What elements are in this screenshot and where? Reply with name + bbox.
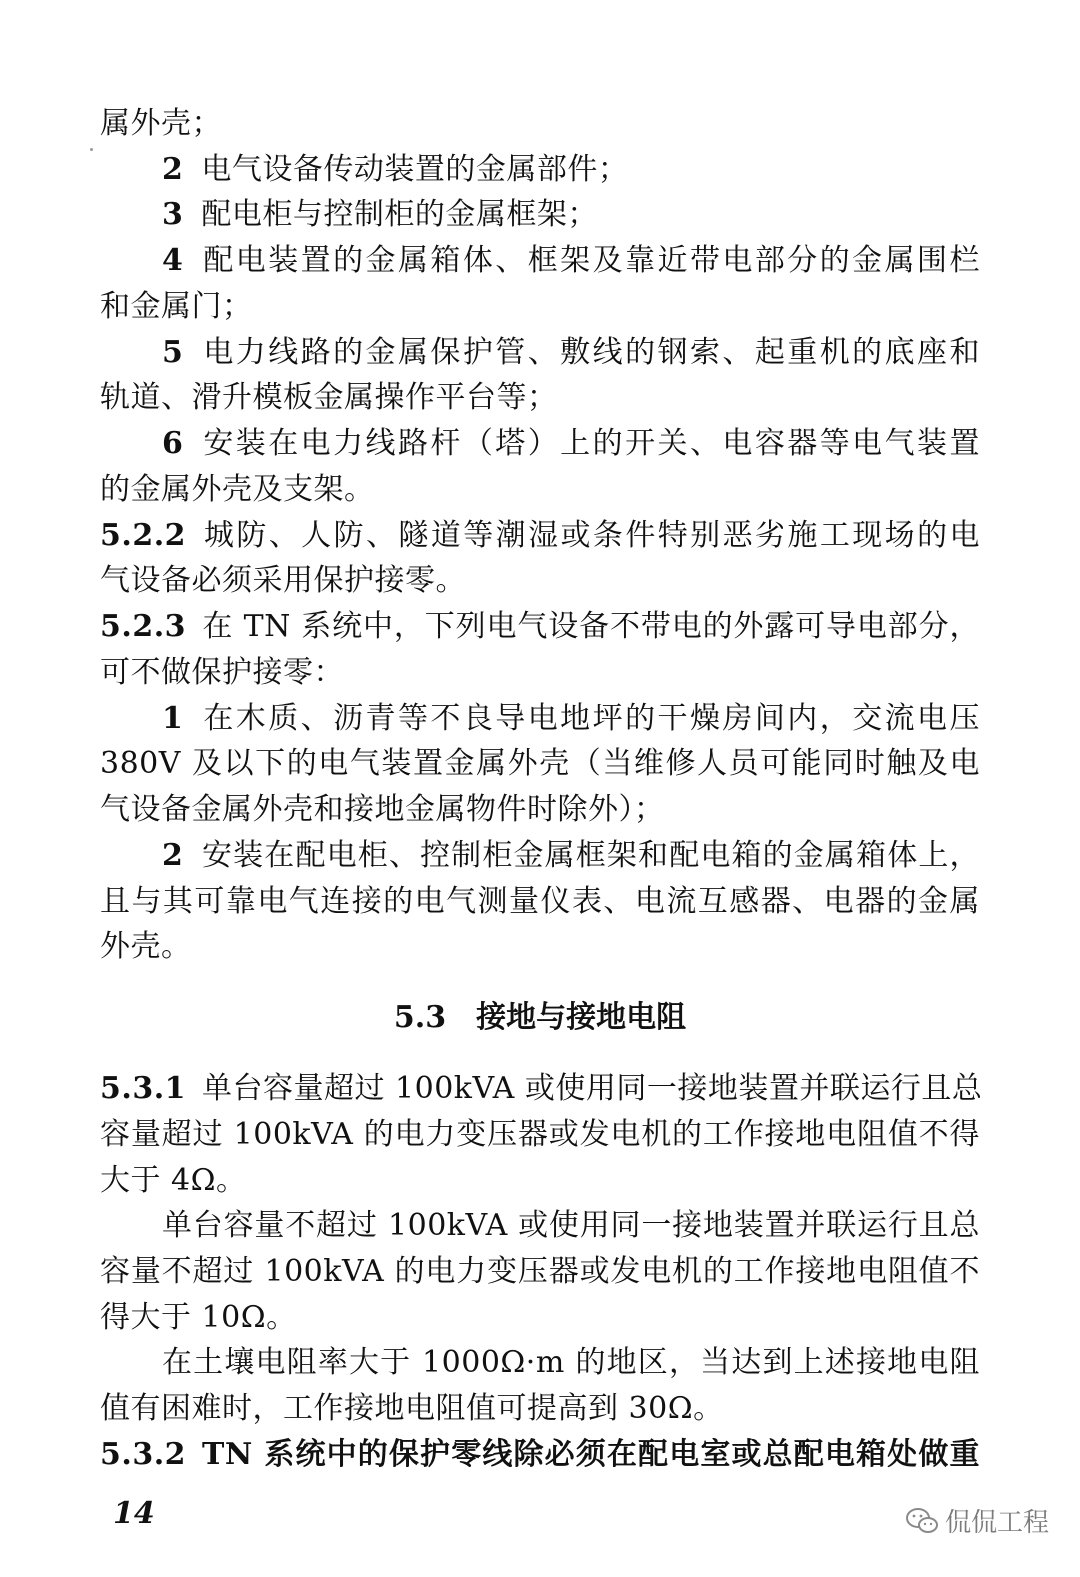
line-text: 安装在配电柜、控制柜金属框架和配电箱的金属箱体上， <box>201 838 980 873</box>
text-line <box>100 653 980 693</box>
clause-line <box>100 516 980 556</box>
clause-number: 5.2.3 <box>100 609 187 644</box>
line-text: 配电装置的金属箱体、框架及靠近带电部分的金属围栏 <box>201 243 980 278</box>
line-text: 和金属门； <box>100 289 253 324</box>
text-line <box>100 470 980 510</box>
line-text: 气设备金属外壳和接地金属物件时除外）； <box>100 792 665 827</box>
list-item <box>162 836 980 876</box>
item-number: 5 <box>162 335 184 370</box>
item-number: 1 <box>162 701 184 736</box>
list-item <box>162 699 980 739</box>
section-number: 5.3 <box>393 1000 447 1035</box>
text-line <box>100 378 980 418</box>
text-line <box>100 1389 980 1429</box>
item-number: 4 <box>162 243 184 278</box>
text-line <box>100 1115 980 1155</box>
list-item <box>162 241 980 281</box>
text-line <box>100 104 980 144</box>
line-text: 城防、人防、隧道等潮湿或条件特别恶劣施工现场的电 <box>202 518 980 553</box>
item-number: 2 <box>162 152 184 187</box>
line-text: TN 系统中的保护零线除必须在配电室或总配电箱处做重 <box>202 1437 980 1472</box>
clause-line <box>100 1435 980 1475</box>
paragraph-line <box>162 1206 980 1246</box>
item-number: 3 <box>162 197 184 232</box>
line-text: 值有困难时，工作接地电阻值可提高到 30Ω。 <box>100 1391 724 1426</box>
line-text: 的金属外壳及支架。 <box>100 472 375 507</box>
text-line <box>100 744 980 784</box>
section-title: 接地与接地电阻 <box>476 1000 687 1035</box>
line-text: 电力线路的金属保护管、敷线的钢索、起重机的底座和 <box>201 335 980 370</box>
wechat-icon <box>905 1507 939 1535</box>
line-text: 容量不超过 100kVA 的电力变压器或发电机的工作接地电阻值不 <box>100 1254 980 1289</box>
line-text: 得大于 10Ω。 <box>100 1300 297 1335</box>
clause-number: 5.2.2 <box>100 518 187 553</box>
list-item <box>162 150 980 190</box>
scan-speck <box>90 148 93 151</box>
line-text: 气设备必须采用保护接零。 <box>100 563 466 598</box>
item-number: 2 <box>162 838 184 873</box>
line-text: 配电柜与控制柜的金属框架； <box>201 197 598 232</box>
clause-line <box>100 1069 983 1109</box>
text-line <box>100 790 980 830</box>
text-line <box>100 1252 980 1292</box>
line-text: 可不做保护接零： <box>100 655 344 690</box>
text-line <box>100 882 980 922</box>
line-text: 380V 及以下的电气装置金属外壳（当维修人员可能同时触及电 <box>100 746 980 781</box>
line-text: 安装在电力线路杆（塔）上的开关、电容器等电气装置 <box>201 426 980 461</box>
section-heading <box>0 998 1080 1038</box>
clause-number: 5.3.1 <box>100 1071 187 1106</box>
line-text: 外壳。 <box>100 929 192 964</box>
item-number: 6 <box>162 426 184 461</box>
page-number: 14 <box>113 1496 155 1531</box>
line-text: 且与其可靠电气连接的电气测量仪表、电流互感器、电器的金属 <box>100 884 980 919</box>
text-line <box>100 1298 980 1338</box>
line-text: 电气设备传动装置的金属部件； <box>201 152 629 187</box>
line-text: 在木质、沥青等不良导电地坪的干燥房间内，交流电压 <box>201 701 980 736</box>
watermark <box>905 1502 1049 1539</box>
text-line <box>100 561 980 601</box>
clause-number: 5.3.2 <box>100 1437 187 1472</box>
line-text: 单台容量不超过 100kVA 或使用同一接地装置并联运行且总 <box>162 1208 980 1243</box>
line-text: 在土壤电阻率大于 1000Ω·m 的地区，当达到上述接地电阻 <box>162 1345 980 1380</box>
watermark-text: 侃侃工程 <box>945 1508 1050 1538</box>
list-item <box>162 195 980 235</box>
line-text: 单台容量超过 100kVA 或使用同一接地装置并联运行且总 <box>202 1071 983 1106</box>
clause-line <box>100 607 980 647</box>
list-item <box>162 333 980 373</box>
text-line <box>100 287 980 327</box>
line-text: 在 TN 系统中，下列电气设备不带电的外露可导电部分， <box>202 609 980 644</box>
text-line <box>100 1161 980 1201</box>
paragraph-line <box>162 1343 980 1383</box>
line-text: 轨道、滑升模板金属操作平台等； <box>100 380 558 415</box>
line-text: 属外壳； <box>100 106 222 141</box>
line-text: 大于 4Ω。 <box>100 1163 247 1198</box>
line-text: 容量超过 100kVA 的电力变压器或发电机的工作接地电阻值不得 <box>100 1117 980 1152</box>
list-item <box>162 424 980 464</box>
text-line <box>100 927 980 967</box>
